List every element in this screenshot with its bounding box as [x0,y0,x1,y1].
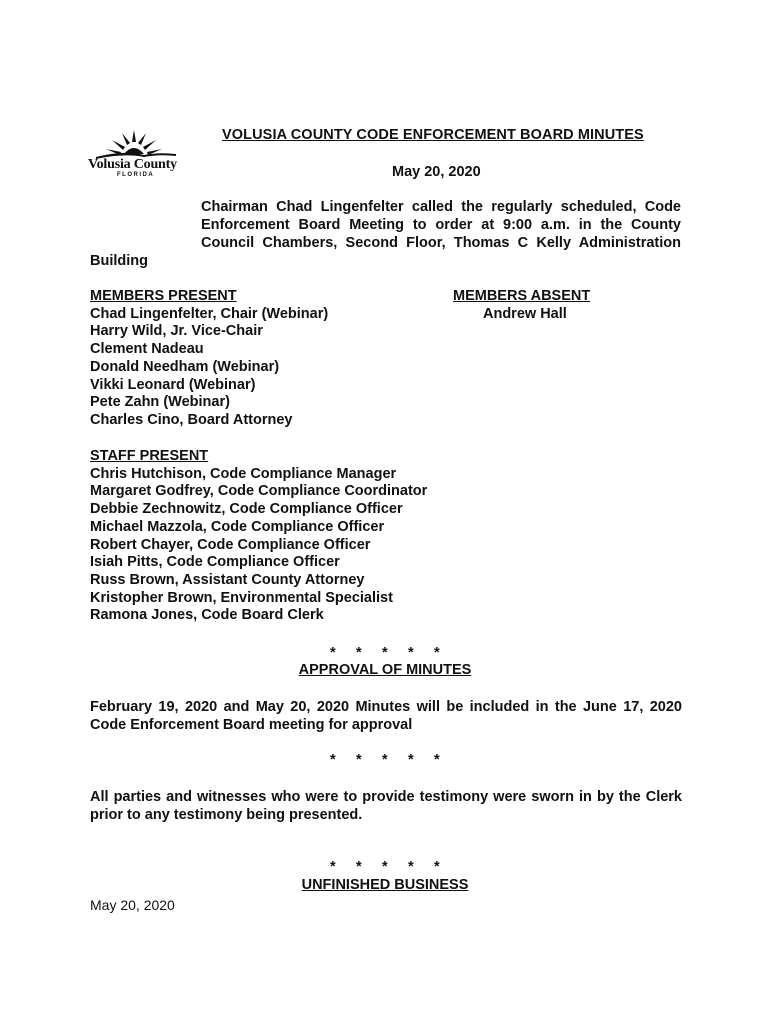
list-item: Harry Wild, Jr. Vice-Chair [90,323,263,340]
logo-name: Volusia County [88,157,177,172]
list-item: Russ Brown, Assistant County Attorney [90,571,365,588]
list-item: Clement Nadeau [90,341,204,358]
separator-stars: * * * * * [330,752,440,768]
list-item: Robert Chayer, Code Compliance Officer [90,536,371,553]
list-item: Pete Zahn (Webinar) [90,394,230,411]
intro-paragraph: Chairman Chad Lingenfelter called the regularly scheduled, Code Enforcement Board Meeting to order at 9:00 a.m. in the County Council Chambers, Second Floor, Thomas C Kelly Administration [201,199,681,251]
county-logo [84,124,184,184]
document-title: VOLUSIA COUNTY CODE ENFORCEMENT BOARD MINUTES [222,127,644,143]
list-item: Donald Needham (Webinar) [90,358,280,375]
logo-state: FLORIDA [117,172,155,178]
approval-text: February 19, 2020 and May 20, 2020 Minutes will be included in the June 17, 2020 Code Enforcement Board meeting for approval [90,699,682,733]
list-item: Isiah Pitts, Code Compliance Officer [90,554,340,571]
list-item: Vikki Leonard (Webinar) [90,376,256,393]
sworn-text: All parties and witnesses who were to provide testimony were sworn in by the Clerk prior to any testimony being presented. [90,789,682,823]
list-item: Margaret Godfrey, Code Compliance Coordinator [90,483,428,500]
separator-stars: * * * * * [330,645,440,661]
footer-date: May 20, 2020 [90,897,175,913]
members-present-list [90,288,328,430]
separator-stars: * * * * * [330,859,440,875]
list-item: Ramona Jones, Code Board Clerk [90,607,324,624]
list-item: Charles Cino, Board Attorney [90,411,293,428]
unfinished-business-heading: UNFINISHED BUSINESS [301,877,469,893]
list-item: Chad Lingenfelter, Chair (Webinar) [90,305,329,322]
list-item: Chris Hutchison, Code Compliance Manager [90,465,397,482]
list-item: Michael Mazzola, Code Compliance Officer [90,518,385,535]
list-item: Andrew Hall [483,306,567,322]
approval-heading: APPROVAL OF MINUTES [298,662,472,678]
staff-present-heading: STAFF PRESENT [90,448,209,464]
sun-icon [84,124,184,160]
meeting-date: May 20, 2020 [392,164,481,180]
staff-present-list [90,448,427,625]
list-item: Debbie Zechnowitz, Code Compliance Officer [90,501,403,518]
members-absent-heading: MEMBERS ABSENT [453,288,591,304]
members-present-heading: MEMBERS PRESENT [90,288,237,304]
list-item: Kristopher Brown, Environmental Specialist [90,589,393,606]
intro-continuation: Building [90,253,148,269]
